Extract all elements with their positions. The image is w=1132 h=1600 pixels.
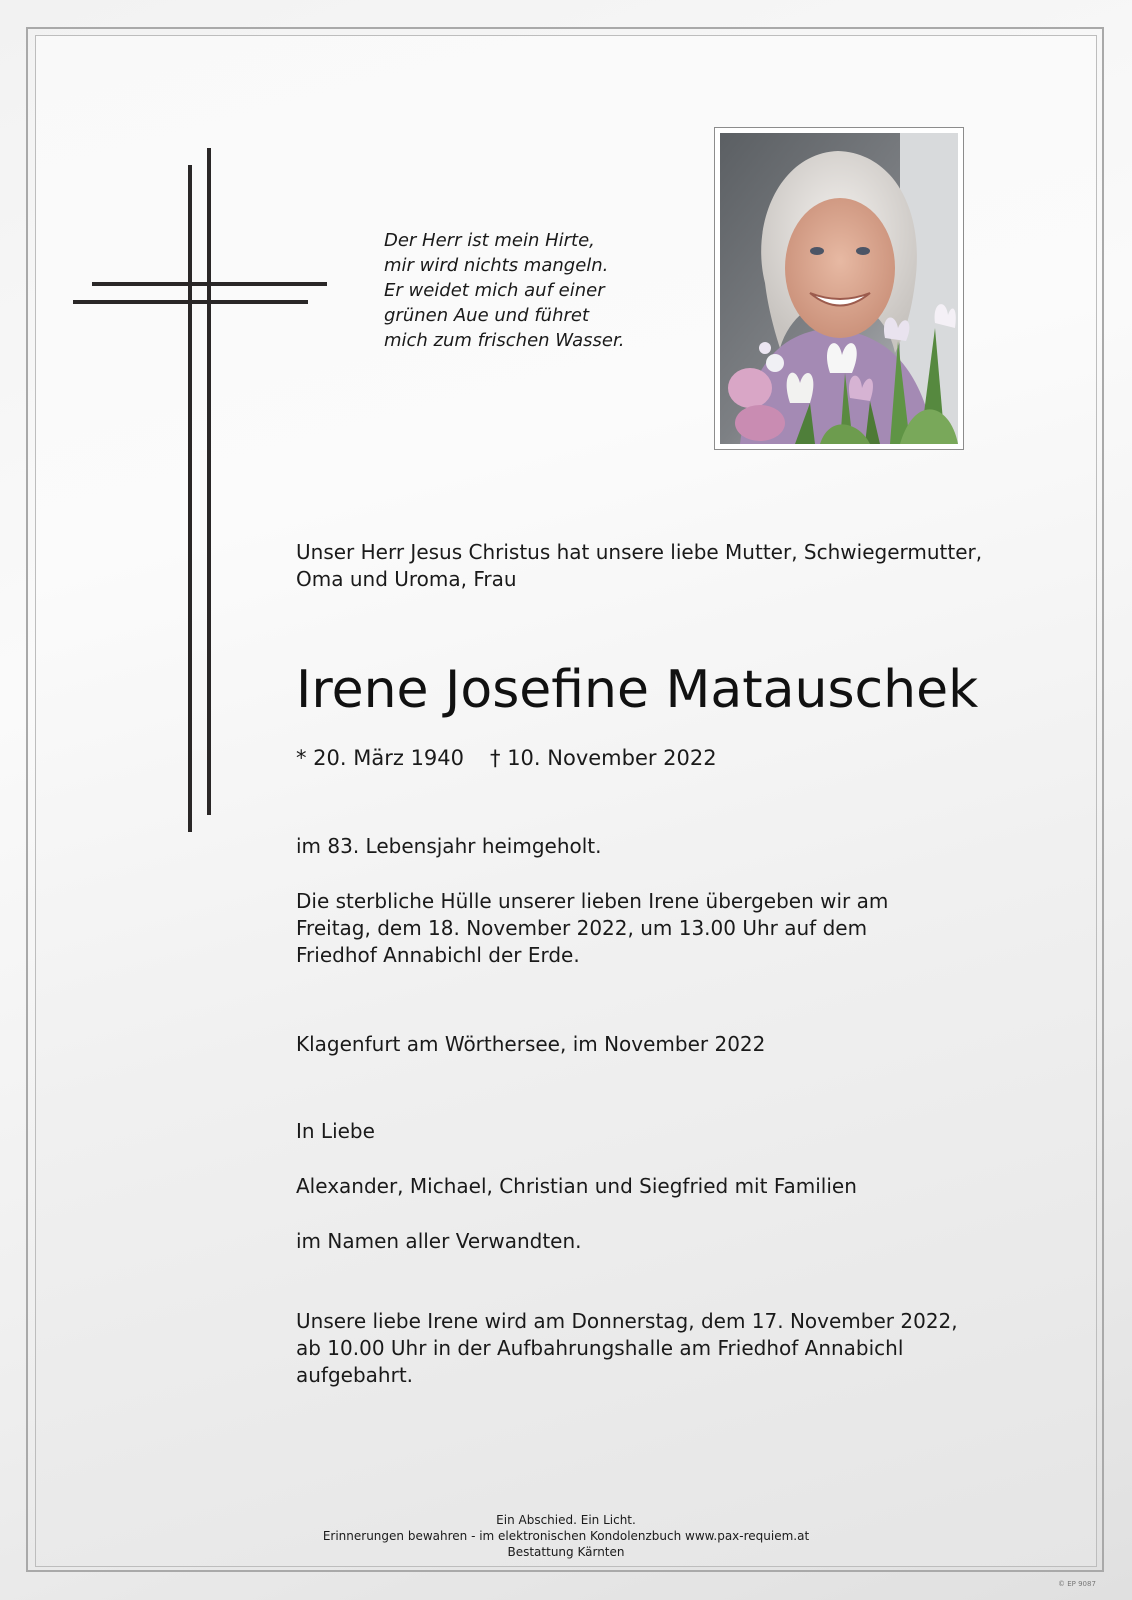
in-liebe: In Liebe <box>296 1119 375 1143</box>
funeral-details: Die sterbliche Hülle unserer lieben Irene übergeben wir am Freitag, dem 18. November 2022, um 13.00 Uhr auf dem Friedhof Annabichl der Erde. <box>296 889 889 967</box>
footer-line-2: Erinnerungen bewahren - im elektronischen Kondolenzbuch www.pax-requiem.at <box>322 1529 810 1543</box>
footer <box>266 1512 866 1560</box>
family-names: Alexander, Michael, Christian und Siegfried mit Familien <box>296 1174 857 1198</box>
viewing-details: Unsere liebe Irene wird am Donnerstag, dem 17. November 2022, ab 10.00 Uhr in der Aufbahrungshalle am Friedhof Annabichl aufgebahrt. <box>296 1309 958 1387</box>
footer-line-3: Bestattung Kärnten <box>507 1545 625 1559</box>
portrait-photo-frame <box>714 127 964 450</box>
footer-line-1: Ein Abschied. Ein Licht. <box>496 1513 636 1527</box>
portrait-photo <box>720 133 958 444</box>
psalm-quote: Der Herr ist mein Hirte, mir wird nichts mangeln. Er weidet mich auf einer grünen Aue und führet mich zum frischen Wasser. <box>384 230 625 351</box>
print-code: © EP 9087 <box>1058 1580 1096 1588</box>
death-date: † 10. November 2022 <box>490 746 717 770</box>
intro-text: Unser Herr Jesus Christus hat unsere liebe Mutter, Schwiegermutter, Oma und Uroma, Frau <box>296 540 983 591</box>
life-dates <box>296 745 717 772</box>
age-line: im 83. Lebensjahr heimgeholt. <box>296 834 602 858</box>
deceased-name: Irene Josefine Matauschek <box>296 660 979 720</box>
place-date: Klagenfurt am Wörthersee, im November 2022 <box>296 1032 766 1056</box>
birth-date: * 20. März 1940 <box>296 746 465 770</box>
relatives-line: im Namen aller Verwandten. <box>296 1229 582 1253</box>
